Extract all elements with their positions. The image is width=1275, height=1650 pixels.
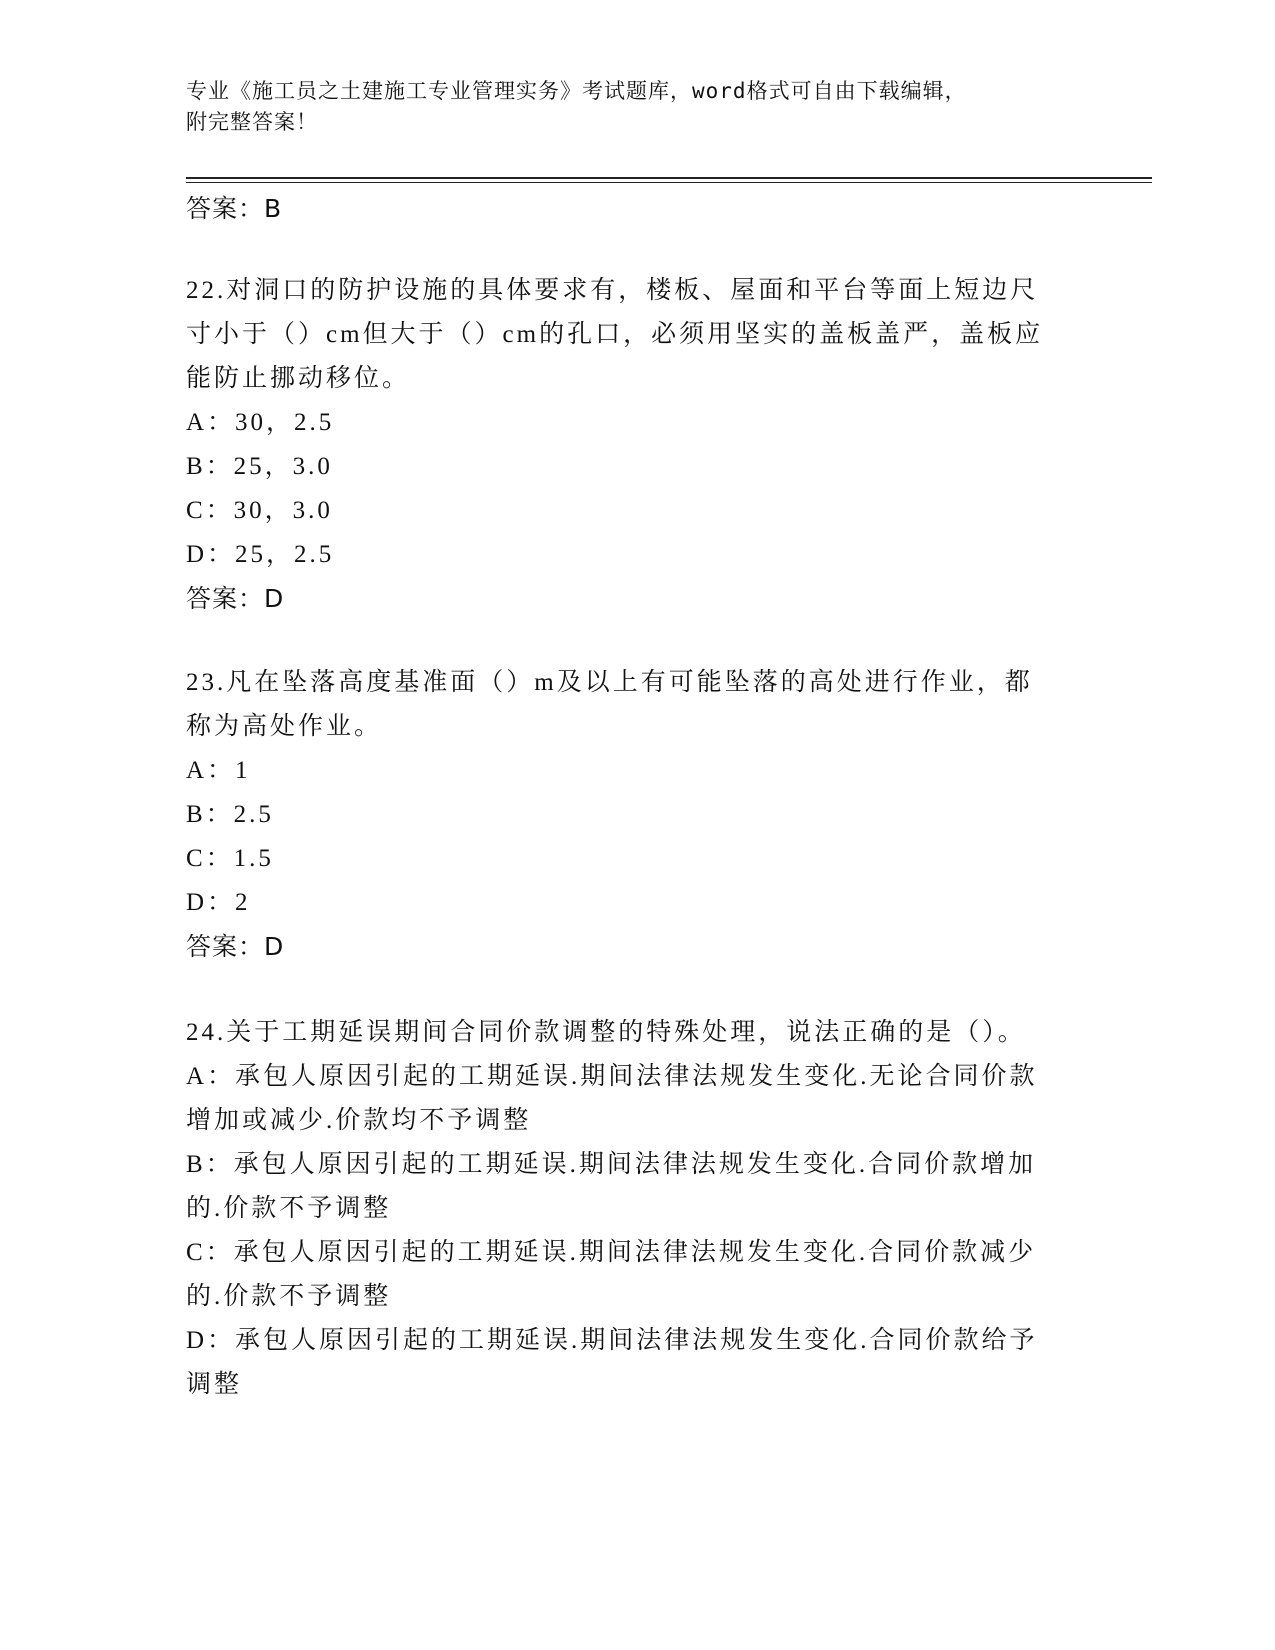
option-a: A：承包人原因引起的工期延误.期间法律法规发生变化.无论合同价款: [186, 1063, 1038, 1090]
option-c: C：30，3.0: [186, 497, 333, 524]
question-text-line: 24.关于工期延误期间合同价款调整的特殊处理，说法正确的是（）。: [186, 1019, 1026, 1046]
option-d: D：承包人原因引起的工期延误.期间法律法规发生变化.合同价款给予: [186, 1327, 1038, 1354]
option-d: D：25，2.5: [186, 541, 335, 568]
header-divider-thin: [186, 182, 1152, 183]
option-a: A：30，2.5: [186, 409, 335, 436]
option-a-continued: 增加或减少.价款均不予调整: [186, 1107, 532, 1134]
option-b: B：2.5: [186, 801, 274, 828]
question-text-line: 称为高处作业。: [186, 713, 383, 740]
option-d: D：2: [186, 889, 251, 916]
option-c: C：承包人原因引起的工期延误.期间法律法规发生变化.合同价款减少: [186, 1239, 1037, 1266]
option-b: B：25，3.0: [186, 453, 333, 480]
question-text-line: 寸小于（）cm但大于（）cm的孔口，必须用坚实的盖板盖严，盖板应: [186, 321, 1044, 348]
answer-label: 答案：B: [186, 194, 283, 223]
question-text-line: 23.凡在坠落高度基准面（）m及以上有可能坠落的高处进行作业，都: [186, 669, 1033, 696]
option-c-continued: 的.价款不予调整: [186, 1283, 392, 1310]
option-b: B：承包人原因引起的工期延误.期间法律法规发生变化.合同价款增加: [186, 1151, 1037, 1178]
header-line-2: 附完整答案！: [186, 110, 318, 134]
header-divider-thick: [186, 177, 1152, 179]
option-b-continued: 的.价款不予调整: [186, 1195, 392, 1222]
header-line-1: 专业《施工员之土建施工专业管理实务》考试题库，word格式可自由下载编辑，: [186, 79, 967, 103]
question-text-line: 能防止挪动移位。: [186, 365, 411, 392]
document-header: [186, 76, 1086, 138]
answer-label: 答案：D: [186, 932, 285, 961]
option-a: A：1: [186, 757, 251, 784]
answer-label: 答案：D: [186, 584, 285, 613]
option-c: C：1.5: [186, 845, 274, 872]
question-text-line: 22.对洞口的防护设施的具体要求有，楼板、屋面和平台等面上短边尺: [186, 277, 1039, 304]
option-d-continued: 调整: [186, 1371, 243, 1398]
